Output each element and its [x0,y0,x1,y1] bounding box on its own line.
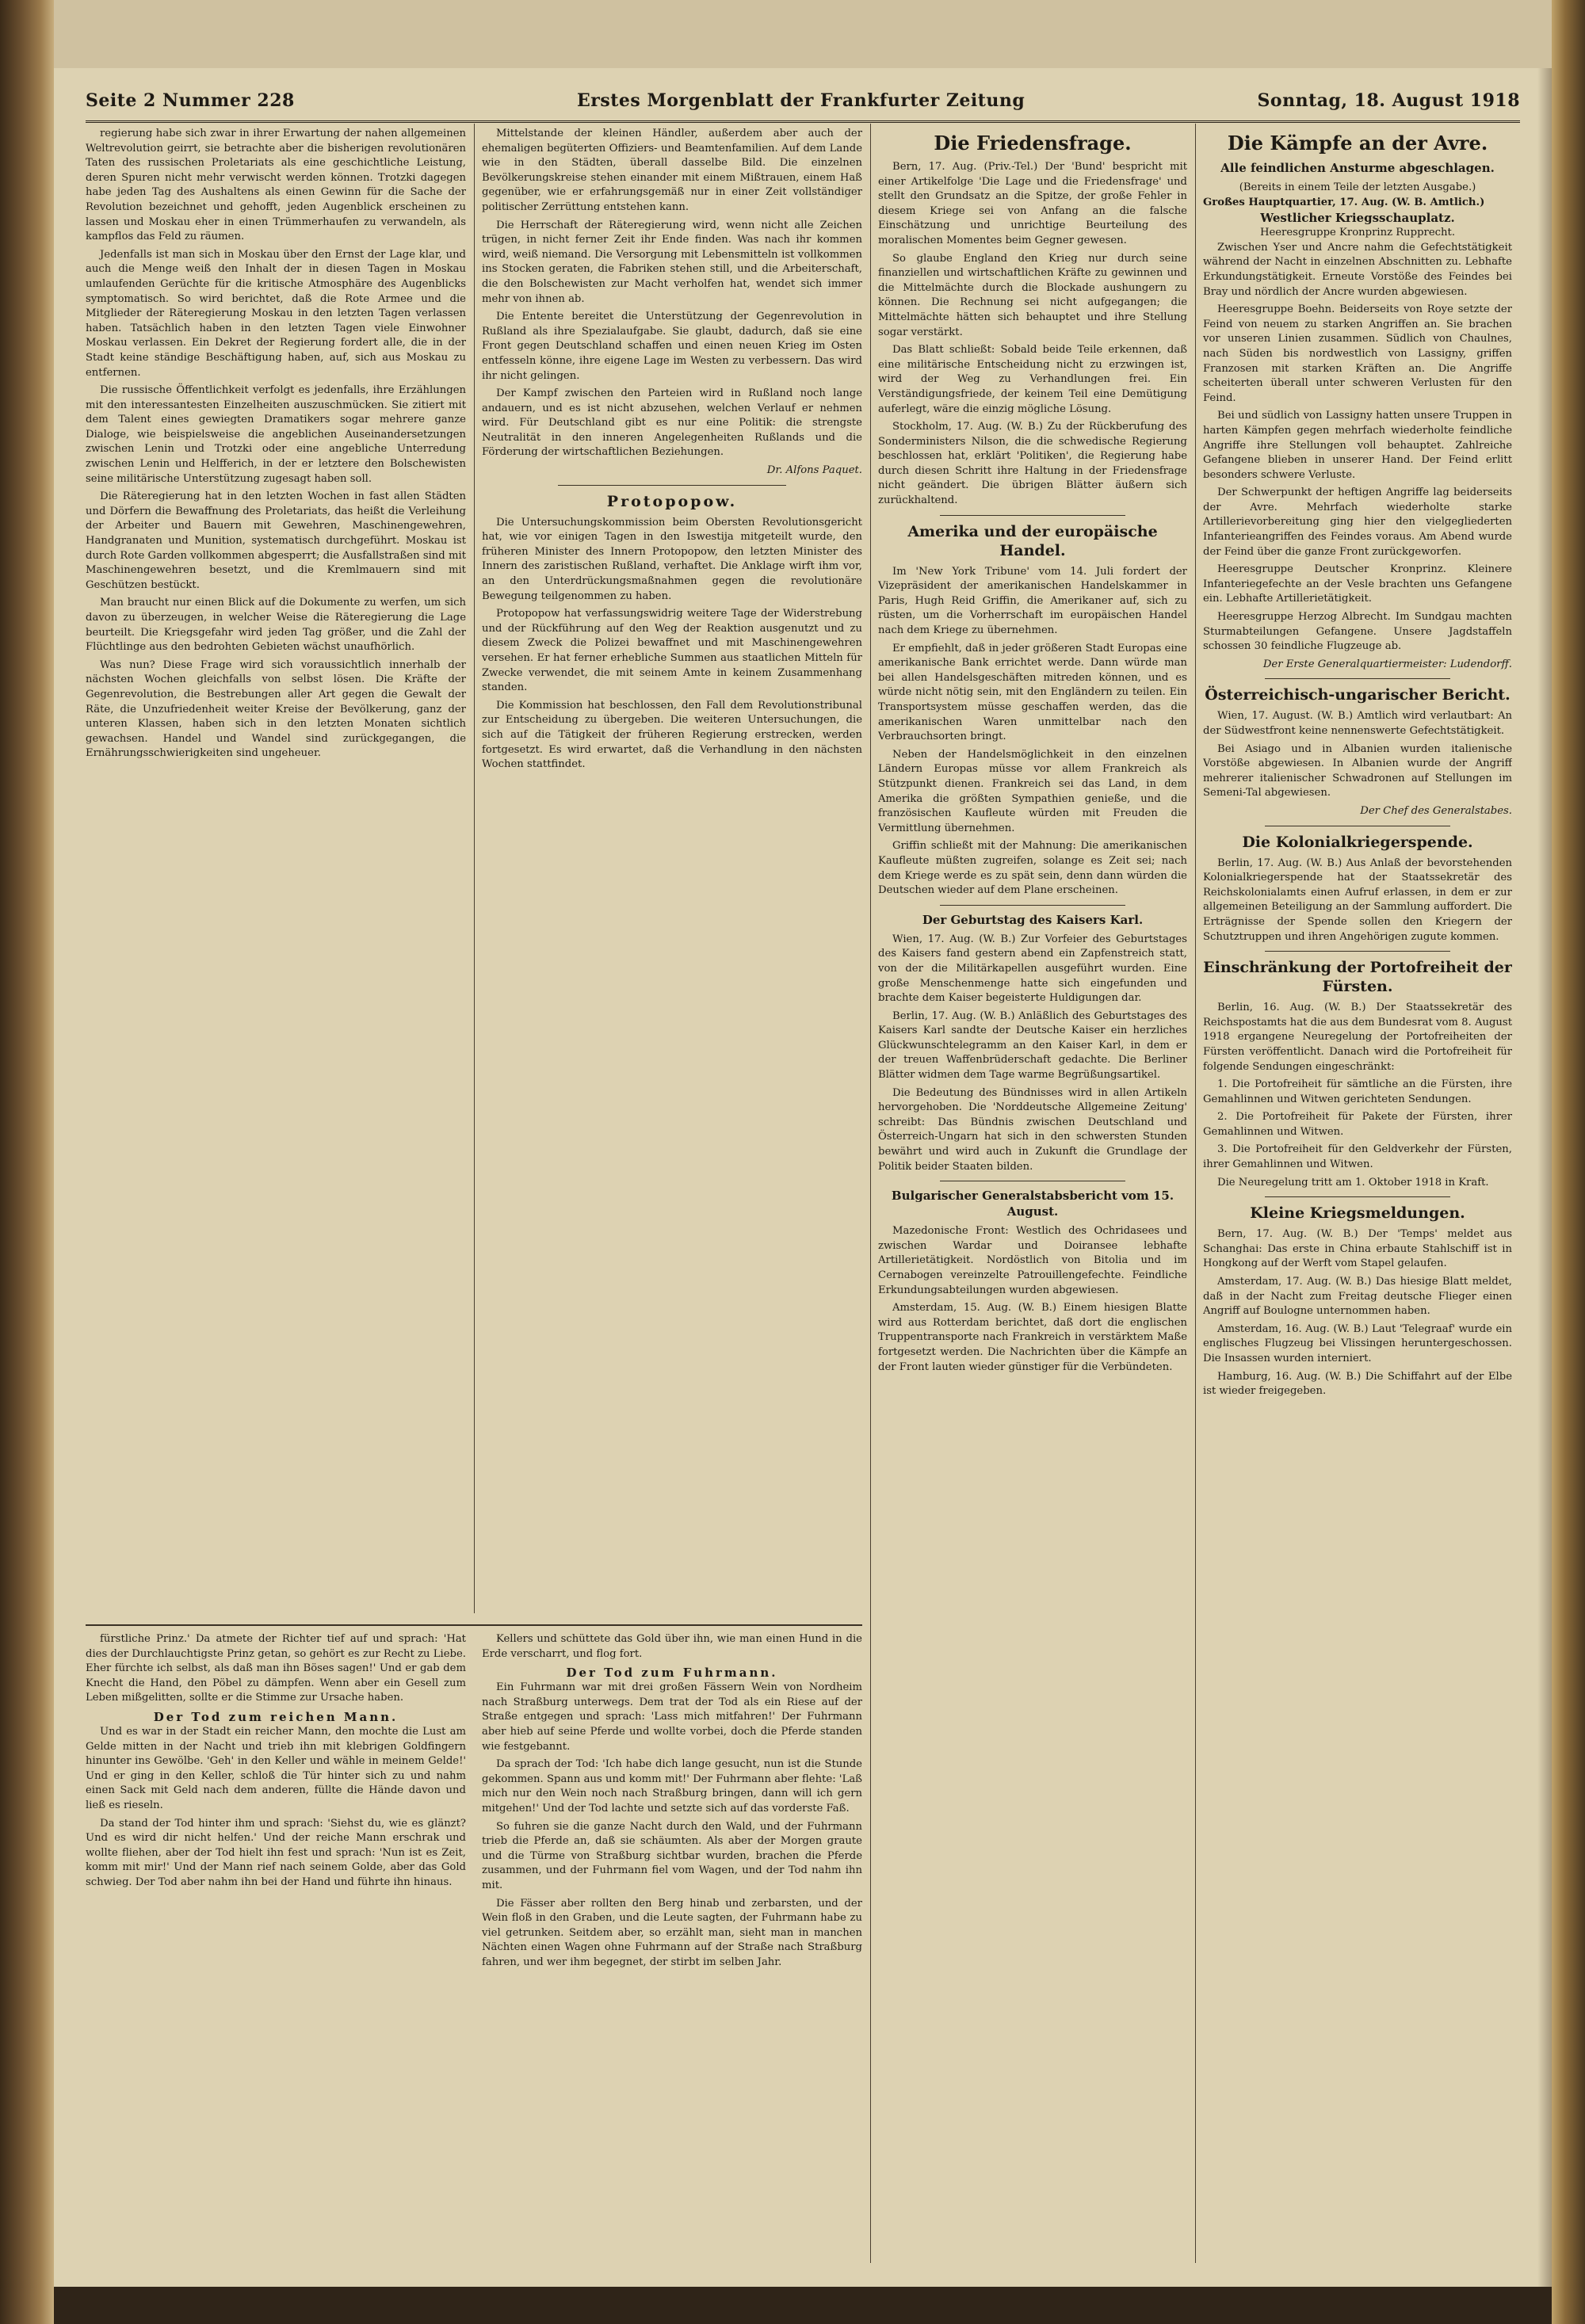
section-heading: Der Geburtstag des Kaisers Karl. [922,912,1144,927]
feuilleton-left [86,1632,466,2266]
section-heading: Kleine Kriegsmeldungen. [1250,1204,1465,1223]
col1-paragraph: Die Räteregierung hat in den letzten Wochen in fast allen Städten und Dörfern die Bewaffnung des Proletariats, das heißt die Verleihung der Arbeiter und Bauern mit Gewehren, Maschinengewehren, Handgranaten und Munition, systematisch durchgeführt. Moskau ist durch Rote Garden vollkommen abgesperrt; die Ausfallstraßen sind mit Maschinengewehren besetzt, und die Kremlmauern sind mit Geschützen bestückt. [86,490,466,591]
page-header [86,86,1520,123]
col4-paragraph: Berlin, 17. Aug. (W. B.) Aus Anlaß der bevorstehenden Kolonialkriegerspende hat der Staatssekretär des Reichskolonialamts einen Aufruf erlassen, in dem er zur allgemeinen Beteiligung an der Sammlung auffordert. Die Erträgnisse der Spende sollen den Kriegern der Schutztruppen und ihren Angehörigen zugute kommen. [1203,857,1512,943]
col4-paragraph: Zwischen Yser und Ancre nahm die Gefechtstätigkeit während der Nacht in einzelnen Abschnitten zu. Lebhafte Erkundungstätigkeit. Erneute Vorstöße des Feindes bei Bray und nördlich der Ancre wurden abgewiesen. [1203,241,1512,298]
col4-paragraph: Bei Asiago und in Albanien wurden italienische Vorstöße abgewiesen. In Albanien wurde der Angriff mehrerer italienischer Schwadronen auf Stellungen im Semeni-Tal abgewiesen. [1203,742,1512,799]
newspaper-page [54,68,1552,2287]
col3-paragraph: Mazedonische Front: Westlich des Ochridasees und zwischen Wardar und Doiransee lebhafte Artillerietätigkeit. Nordöstlich von Bitolia und im Cernabogen vereinzelte Patrouillengefechte. Feindliche Erkundungsabteilungen wurden abgewiesen. [878,1225,1187,1296]
masthead: Erstes Morgenblatt der Frankfurter Zeitung [577,90,1025,111]
section-heading: Amerika und der europäische Handel. [907,522,1158,559]
separator-rule [940,905,1125,906]
page-top-margin [54,0,1552,68]
section-heading: Österreichisch-ungarischer Bericht. [1205,686,1511,704]
col3-paragraph: Das Blatt schließt: Sobald beide Teile erkennen, daß eine militärische Entscheidung nicht zu erzwingen ist, wird der Weg zu Verhandlungen frei. Ein Verständigungsfriede, der keinem Teil eine Demütigung auferlegt, wäre die einzig mögliche Lösung. [878,344,1187,415]
feuilleton-paragraph: Kellers und schüttete das Gold über ihn, wie man einen Hund in die Erde verscharrt, und flog fort. [482,1633,862,1660]
protopopow-paragraph: Protopopow hat verfassungswidrig weitere Tage der Widerstrebung und der Rückführung auf den Weg der Reaktion ausgenutzt und zu diesem Zweck die Polizei bewaffnet und mit Maschinengewehren versehen. Er hat ferner erhebliche Summen aus staatlichen Mitteln für Zwecke verwendet, die mit seinem Amte in keinem Zusammenhang standen. [482,608,862,694]
separator-rule [558,485,786,486]
book-binding-right [1552,0,1585,2324]
book-binding-left [0,0,54,2324]
column-2 [482,127,862,1616]
report-signature: Der Erste Generalquartiermeister: Ludendorff. [1262,658,1512,670]
col3-paragraph: Griffin schließt mit der Mahnung: Die amerikanischen Kaufleute müßten zugreifen, solange es Zeit sei; nach dem Kriege werde es zu spät sein, denn dann würden die Deutschen wieder auf dem Plane erscheinen. [878,840,1187,897]
section-heading: Die Kolonialkriegerspende. [1242,833,1473,851]
edition-note: (Bereits in einem Teile der letzten Ausgabe.) [1239,181,1476,193]
story-title: Der Tod zum Fuhrmann. [566,1666,778,1681]
feuilleton-paragraph: Ein Fuhrmann war mit drei großen Fässern Wein von Nordheim nach Straßburg unterwegs. Dem trat der Tod als ein Riese auf der Straße entgegen und sprach: 'Lass mich mitfahren!' Der Fuhrmann aber hieb auf seine Pferde und wollte vorbei, doch die Pferde standen wie festgebannt. [482,1681,862,1753]
article-signature: Dr. Alfons Paquet. [766,464,862,477]
column-1 [86,127,466,1616]
col1-paragraph: regierung habe sich zwar in ihrer Erwartung der nahen allgemeinen Weltrevolution geirrt, sie betrachte aber die bisherigen revolutionären Taten des russischen Proletariats als eine geschichtliche Leistung, deren Spuren nicht mehr verwischt werden können. Trotzki dagegen habe jeden Tag des Aushaltens als einen Gewinn für die Sache der Revolution bezeichnet und gehofft, jeden Augenblick erscheinen zu lassen und Moskau eher in einen Trümmerhaufen zu verwandeln, als kampflos das Feld zu räumen. [86,128,466,243]
separator-rule [1265,678,1450,679]
col3-paragraph: Wien, 17. Aug. (W. B.) Zur Vorfeier des Geburtstages des Kaisers fand gestern abend ein Zapfenstreich statt, von der die Militärkapellen ausgeführt wurden. Eine große Menschenmenge hatte sich eingefunden und brachte dem Kaiser begeisterte Huldigungen dar. [878,933,1187,1005]
col4-paragraph: Amsterdam, 17. Aug. (W. B.) Das hiesige Blatt meldet, daß in der Nacht zum Freitag deutsche Flieger einen Angriff auf Boulogne unternommen haben. [1203,1276,1512,1318]
col1-paragraph: Man braucht nur einen Blick auf die Dokumente zu werfen, um sich davon zu überzeugen, in welcher Weise die Räteregierung die Lage beurteilt. Die Kriegsgefahr wird jeden Tag größer, und die Zahl der Flüchtlinge aus den bedrohten Gebieten wächst unaufhörlich. [86,597,466,654]
feuilleton-paragraph: Und es war in der Stadt ein reicher Mann, den mochte die Lust am Gelde mitten in der Nacht und trieb ihn mit klebrigen Goldfingern hinunter ins Gewölbe. 'Geh' in den Keller und wähle in meinem Gelde!' Und er ging in den Keller, schloß die Tür hinter sich zu und nahm einen Sack mit Geld nach dem anderen, füllte die Hände davon und ließ es rieseln. [86,1725,466,1811]
story-title: Der Tod zum reichen Mann. [153,1709,399,1724]
col2-paragraph: Mittelstande der kleinen Händler, außerdem aber auch der ehemaligen begüterten Offiziers- und Beamtenfamilien. Auf dem Lande wie in den Städten, überall dasselbe Bild. Die einzelnen Bevölkerungskreise stehen einander mit einem Mißtrauen, einem Haß gegenüber, wie er erfahrungsgemäß nur in einer Zeit vollständiger politischer Zerrüttung entstehen kann. [482,128,862,213]
feuilleton-middle [482,1632,862,2266]
separator-rule [1265,951,1450,952]
col4-paragraph: Wien, 17. August. (W. B.) Amtlich wird verlautbart: An der Südwestfront keine nennenswerte Gefechtstätigkeit. [1203,710,1512,737]
col3-paragraph: Im 'New York Tribune' vom 14. Juli fordert der Vizepräsident der amerikanischen Handelskammer in Paris, Hugh Reid Griffin, die Amerikaner auf, sich zu rüsten, um die Vorherrschaft im europäischen Handel nach dem Kriege zu übernehmen. [878,565,1187,637]
col1-paragraph: Was nun? Diese Frage wird sich voraussichtlich innerhalb der nächsten Wochen gleichfalls von selbst lösen. Die Kräfte der Gegenrevolution, die Bestrebungen aller Art gegen die Gewalt der Räte, die Unzufriedenheit weiter Kreise der Bevölkerung, ganz der unteren Klassen, haben sich in den letzten Monaten sichtlich gewachsen. Handel und Wandel sind zurückgegangen, die Ernährungsschwierigkeiten sind ungeheuer. [86,658,466,760]
col4-paragraph: Berlin, 16. Aug. (W. B.) Der Staatssekretär des Reichspostamts hat die aus dem Bundesrat vom 8. August 1918 ergangene Neuregelung der Portofreiheiten der Fürsten veröffentlicht. Danach wird die Portofreiheit für folgende Sendungen eingeschränkt: [1203,1002,1512,1073]
separator-rule [940,515,1125,516]
page-curl-shadow [1537,68,1552,2287]
column-rule [474,124,475,1613]
separator-rule [1265,1196,1450,1197]
col4-paragraph: Heeresgruppe Boehn. Beiderseits von Roye setzte der Feind von neuem zu starken Angriffen an. Sie brachen vor unseren Linien zusammen. Südlich von Chaulnes, nach Süden bis nordwestlich von Lassigny, griffen Franzosen mit starken Kräften an. Die Angriffe scheiterten überall unter schweren Verlusten für den Feind. [1203,303,1512,404]
col3-paragraph: Berlin, 17. Aug. (W. B.) Anläßlich des Geburtstages des Kaisers Karl sandte der Deutsche Kaiser ein herzliches Glückwunschtelegramm an den Kaiser Karl, in dem er der treuen Waffenbrüderschaft gedachte. Die Berliner Blätter widmen dem Tage warme Begrüßungsartikel. [878,1009,1187,1082]
section-heading: Einschränkung der Portofreiheit der Fürsten. [1203,959,1512,996]
col4-paragraph: Bei und südlich von Lassigny hatten unsere Truppen in harten Kämpfen gegen mehrfach wiederholte feindliche Angriffe ihre Stellungen voll behauptet. Zahlreiche Gefangene blieben in unserer Hand. Der Feind erlitt besonders schwere Verluste. [1203,410,1512,481]
section-subheading: Alle feindlichen Ansturme abgeschlagen. [1220,161,1495,175]
col4-paragraph: Bern, 17. Aug. (W. B.) Der 'Temps' meldet aus Schanghai: Das erste in China erbaute Stahlschiff ist in Hongkong auf der Werft vom Stapel gelaufen. [1203,1228,1512,1270]
protopopow-heading: Protopopow. [606,492,738,510]
col2-paragraph: Der Kampf zwischen den Parteien wird in Rußland noch lange andauern, und es ist nicht abzusehen, welchen Verlauf er nehmen wird. Für Deutschland gibt es nur eine Politik: die strengste Neutralität in den inneren Angelegenheiten Rußlands und die Förderung der wirtschaftlichen Beziehungen. [482,387,862,459]
col3-paragraph: Die Bedeutung des Bündnisses wird in allen Artikeln hervorgehoben. Die 'Norddeutsche Allgemeine Zeitung' schreibt: Das Bündnis zwischen Deutschland und Österreich-Ungarn hat sich in den schwersten Stunden bewährt und wird auch in Zukunft die Grundlage der Politik beider Staaten bilden. [878,1086,1187,1173]
column-4 [1203,127,1512,2266]
feuilleton-paragraph: Da stand der Tod hinter ihm und sprach: 'Siehst du, wie es glänzt? Und es wird dir nicht helfen.' Und der reiche Mann erschrak und wollte fliehen, aber der Tod hielt ihn fest und sprach: 'Nun ist es Zeit, komm mit mir!' Und der Mann rief nach seinem Golde, aber das Gold schwieg. Der Tod aber nahm ihn bei der Hand und führte ihn hinaus. [86,1817,466,1888]
col3-paragraph: Er empfiehlt, daß in jeder größeren Stadt Europas eine amerikanische Bank errichtet werde. Dann würde man bei allen Handelsgeschäften mitreden können, und es würde nicht nötig sein, mit den Engländern zu teilen. Ein Transportsystem müsse geschaffen werden, das die amerikanischen Waren unmittelbar nach den Verbrauchsorten bringt. [878,642,1187,743]
col3-paragraph: Neben der Handelsmöglichkeit in den einzelnen Ländern Europas müsse vor allem Frankreich als Stützpunkt dienen. Frankreich sei das Land, in dem Amerika die größten Sympathien genieße, und die französischen Kaufleute würden mit Freuden die Vermittlung übernehmen. [878,748,1187,834]
section-heading: Die Kämpfe an der Avre. [1227,132,1488,155]
column-rule [1195,124,1196,2263]
feuilleton-paragraph: So fuhren sie die ganze Nacht durch den Wald, und der Fuhrmann trieb die Pferde an, daß sie schäumten. Als aber der Morgen graute und die Türme von Straßburg sichtbar wurden, brachen die Pferde zusammen, und der Fuhrmann fiel vom Wagen, und der Tod nahm ihn mit. [482,1820,862,1891]
feuilleton-paragraph: Die Fässer aber rollten den Berg hinab und zerbarsten, und der Wein floß in den Graben, und die Leute sagten, der Fuhrmann habe zu viel getrunken. Seitdem aber, so erzählt man, sieht man in manchen Nächten einen Wagen ohne Fuhrmann auf der Straße nach Straßburg fahren, und wer ihm begegnet, der stirbt im selben Jahr. [482,1897,862,1968]
protopopow-paragraph: Die Untersuchungskommission beim Obersten Revolutionsgericht hat, wie vor einigen Tagen in den Iswestija mitgeteilt wurde, den früheren Minister des Innern Protopopow, den letzten Minister des Innern des zaristischen Rußland, verhaftet. Die Anklage wirft ihm vor, an den Unterdrückungsmaßnahmen gegen die revolutionäre Bewegung teilgenommen zu haben. [482,516,862,602]
issue-date: Sonntag, 18. August 1918 [1257,90,1520,111]
col1-paragraph: Jedenfalls ist man sich in Moskau über den Ernst der Lage klar, und auch die Menge weiß den Inhalt der in diesen Tagen in Moskau umlaufenden Gerüchte für die kritische Atmosphäre des Augenblicks symptomatisch. So wird berichtet, daß die Rote Armee und die Mitglieder der Räteregierung Moskau in den letzten Tagen verlassen haben. Tatsächlich haben in den letzten Tagen viele Einwohner Moskau verlassen. Ein Dekret der Regierung fordert alle, die in der Stadt keine ständige Beschäftigung haben, auf, sich aus Moskau zu entfernen. [86,248,466,379]
col1-paragraph: Die russische Öffentlichkeit verfolgt es jedenfalls, ihre Erzählungen mit den interessantesten Einzelheiten auszuschmücken. Sie zitiert mit dem Talent eines gewiegten Dramatikers sogar mehrere ganze Dialoge, wie beispielsweise die angeblichen Auseinandersetzungen zwischen Lenin und Trotzki oder eine angebliche Unterredung zwischen Lenin und Helfferich, in der er letztere den Bolschewisten seine militärische Unterstützung zugesagt haben soll. [86,384,466,485]
col4-paragraph: Der Schwerpunkt der heftigen Angriffe lag beiderseits der Avre. Mehrfach wiederholte starke Artillerievorbereitung ging hier den vielgegliederten Infanterieangriffen des Feindes voraus. Am Abend wurde der Feind über die ganze Front zurückgeworfen. [1203,487,1512,558]
col4-paragraph: Heeresgruppe Deutscher Kronprinz. Kleinere Infanteriegefechte an der Vesle brachten uns Gefangene ein. Lebhafte Artillerietätigkeit. [1203,563,1512,605]
protopopow-paragraph: Die Kommission hat beschlossen, den Fall dem Revolutionstribunal zur Entscheidung zu übergeben. Die weiteren Untersuchungen, die sich auf die Tätigkeit der früheren Regierung erstrecken, werden fortgesetzt. Es wird erwartet, daß die Verhandlung in den nächsten Wochen stattfindet. [482,699,862,771]
army-group-heading: Heeresgruppe Kronprinz Rupprecht. [1259,227,1456,239]
col4-paragraph: Heeresgruppe Herzog Albrecht. Im Sundgau machten Sturmabteilungen Gefangene. Unsere Jagdstaffeln schossen 30 feindliche Flugzeuge ab. [1203,611,1512,653]
col3-paragraph: Bern, 17. Aug. (Priv.-Tel.) Der 'Bund' bespricht mit einer Artikelfolge 'Die Lage und die Friedensfrage' und stellt den Grundsatz an die Spitze, der große Fehler in diesem Kriege sei von Anfang an die falsche Einschätzung und unrichtige Beurteilung des moralischen Momentes beim Gegner gewesen. [878,161,1187,246]
theater-heading: Westlicher Kriegsschauplatz. [1260,211,1455,226]
col4-paragraph: Die Neuregelung tritt am 1. Oktober 1918 in Kraft. [1217,1176,1489,1189]
col2-paragraph: Die Entente bereitet die Unterstützung der Gegenrevolution in Rußland als ihre Spezialaufgabe. Sie glaubt, dadurch, daß sie eine Front gegen Deutschland schaffen und einen neuen Krieg im Osten entfesseln könne, ihre eigene Lage im Westen zu verbessern. Das wird ihr nicht gelingen. [482,311,862,382]
col4-paragraph: 2. Die Portofreiheit für Pakete der Fürsten, ihrer Gemahlinnen und Witwen. [1203,1111,1512,1138]
col3-paragraph: Stockholm, 17. Aug. (W. B.) Zu der Rückberufung des Sonderministers Nilson, die die schwedische Regierung beschlossen hat, erklärt 'Politiken', die Regierung habe durch diesen Schritt ihre Haltung in der Friedensfrage nicht geändert. Die übrigen Blätter äußern sich zurückhaltend. [878,421,1187,507]
dateline: Großes Hauptquartier, 17. Aug. (W. B. Amtlich.) [1203,196,1485,208]
report-signature: Der Chef des Generalstabes. [1360,804,1512,817]
feuilleton-rule [86,1624,862,1626]
col4-paragraph: Hamburg, 16. Aug. (W. B.) Die Schiffahrt auf der Elbe ist wieder freigegeben. [1203,1370,1512,1398]
col3-paragraph: So glaube England den Krieg nur durch seine finanziellen und wirtschaftlichen Kräfte zu gewinnen und die Mittelmächte durch die Blockade aushungern zu können. Die Rechnung sei nicht aufgegangen; die Mittelmächte hätten sich behauptet und ihre Stellung sogar verstärkt. [878,252,1187,338]
col3-paragraph: Amsterdam, 15. Aug. (W. B.) Einem hiesigen Blatte wird aus Rotterdam berichtet, daß dort die englischen Truppentransporte nach Frankreich in verstärktem Maße fortgesetzt werden. Die Nachrichten über die Kämpfe an der Front lauten wieder günstiger für die Verbündeten. [878,1302,1187,1373]
section-heading: Bulgarischer Generalstabsbericht vom 15. August. [891,1189,1174,1219]
column-3 [878,127,1187,2266]
page-number: Seite 2 Nummer 228 [86,90,295,111]
col4-paragraph: 1. Die Portofreiheit für sämtliche an die Fürsten, ihre Gemahlinnen und Witwen gerichteten Sendungen. [1203,1078,1512,1105]
column-rule [870,124,871,2263]
feuilleton-paragraph: Da sprach der Tod: 'Ich habe dich lange gesucht, nun ist die Stunde gekommen. Spann aus und komm mit!' Der Fuhrmann aber flehte: 'Laß mich nur den Wein noch nach Straßburg bringen, dann will ich gern mitgehen!' Und der Tod lachte und setzte sich auf das vorderste Faß. [482,1758,862,1815]
col2-paragraph: Die Herrschaft der Räteregierung wird, wenn nicht alle Zeichen trügen, in nicht ferner Zeit ihr Ende finden. Was nach ihr kommen wird, weiß niemand. Die Versorgung mit Lebensmitteln ist vollkommen ins Stocken geraten, die Fabriken stehen still, und die Arbeiterschaft, die den Bolschewisten zur Macht verholfen hat, wendet sich immer mehr von ihnen ab. [482,219,862,305]
section-heading: Die Friedensfrage. [934,132,1132,155]
col4-paragraph: 3. Die Portofreiheit für den Geldverkehr der Fürsten, ihrer Gemahlinnen und Witwen. [1203,1143,1512,1171]
col4-paragraph: Amsterdam, 16. Aug. (W. B.) Laut 'Telegraaf' wurde ein englisches Flugzeug bei Vlissingen heruntergeschossen. Die Insassen wurden interniert. [1203,1322,1512,1364]
feuilleton-paragraph: fürstliche Prinz.' Da atmete der Richter tief auf und sprach: 'Hat dies der Durchlauchtigste Prinz getan, so gehört es zur Recht zu Liebe. Eher fürchte ich selbst, als daß man ihn Böses sagen!' Und er gab dem Knecht die Hand, den Pöbel zu dämpfen. Wenn aber ein Gesell zum Leben mißgelitten, sollte er die Stimme zur Ursache haben. [86,1633,466,1704]
